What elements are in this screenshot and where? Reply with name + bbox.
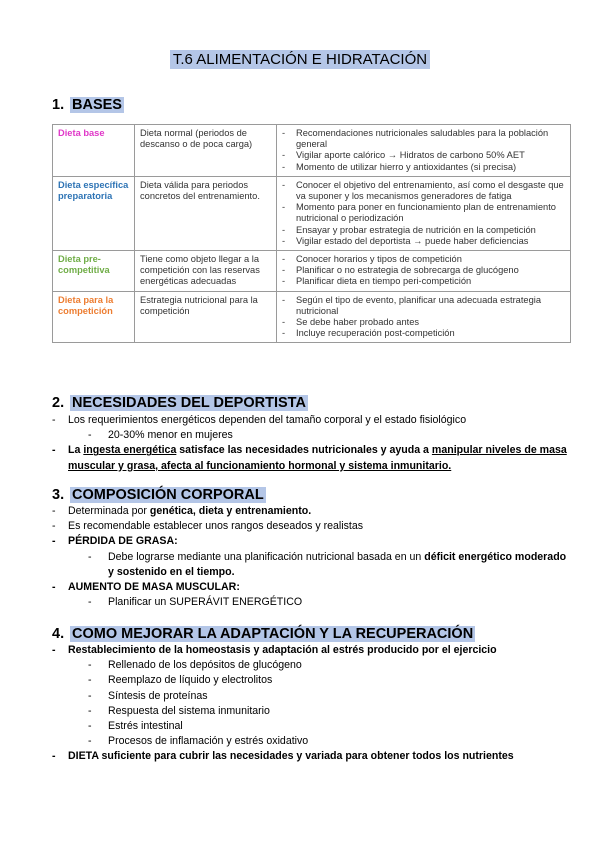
diet-desc-cell: Tiene como objeto llegar a la competición con las reservas energéticas adecuadas	[135, 251, 277, 292]
list-item: - Vigilar aporte calórico → Hidratos de carbono 50% AET	[282, 150, 566, 161]
list-subitem: - Procesos de inflamación y estrés oxidativo	[52, 734, 572, 749]
list-item: - Los requerimientos energéticos dependen del tamaño corporal y el estado fisiológico	[52, 413, 572, 428]
table-row	[53, 176, 571, 250]
list-subitem: - Debe lograrse mediante una planificación nutricional basada en un déficit energético moderado y sostenido en el tiempo.	[52, 550, 572, 580]
recuperacion-list	[52, 643, 572, 765]
list-item: - Determinada por genética, dieta y entrenamiento.	[52, 504, 572, 519]
diet-desc-cell: Dieta normal (periodos de descanso o de poca carga)	[135, 125, 277, 177]
list-subitem: - 20-30% menor en mujeres	[52, 428, 572, 443]
diet-name-cell: Dieta para la competición	[53, 291, 135, 343]
diet-points-cell	[277, 125, 571, 177]
bases-table	[52, 124, 571, 343]
list-item: - Conocer el objetivo del entrenamiento, así como el desgaste que va suponer y los mecanismos generadores de fatiga	[282, 180, 566, 202]
diet-points-cell	[277, 251, 571, 292]
list-item: - Ensayar y probar estrategia de nutrición en la competición	[282, 225, 566, 236]
list-item: - Momento para poner en funcionamiento plan de entrenamiento nutricional o periodización	[282, 202, 566, 224]
table-row	[53, 291, 571, 343]
list-item: - Conocer horarios y tipos de competición	[282, 254, 566, 265]
list-item: - Recomendaciones nutricionales saludables para la población general	[282, 128, 566, 150]
section-heading-recuperacion: 4. COMO MEJORAR LA ADAPTACIÓN Y LA RECUPERACIÓN	[52, 626, 474, 642]
diet-name-cell: Dieta base	[53, 125, 135, 177]
list-subitem: - Reemplazo de líquido y electrolitos	[52, 673, 572, 688]
necesidades-list	[52, 413, 572, 474]
section-heading-necesidades: 2. NECESIDADES DEL DEPORTISTA	[52, 395, 306, 411]
diet-desc-cell: Dieta válida para periodos concretos del entrenamiento.	[135, 176, 277, 250]
list-item: - Incluye recuperación post-competición	[282, 328, 566, 339]
table-row	[53, 251, 571, 292]
list-subitem: - Planificar un SUPERÁVIT ENERGÉTICO	[52, 595, 572, 610]
list-subitem: - Respuesta del sistema inmunitario	[52, 704, 572, 719]
list-item: - PÉRDIDA DE GRASA:	[52, 534, 572, 549]
list-item: - DIETA suficiente para cubrir las necesidades y variada para obtener todos los nutrientes	[52, 749, 572, 764]
list-item: - AUMENTO DE MASA MUSCULAR:	[52, 580, 572, 595]
diet-name-cell: Dieta específica preparatoria	[53, 176, 135, 250]
list-item: - La ingesta energética satisface las necesidades nutricionales y ayuda a manipular niveles de masa muscular y grasa, afecta al funcionamiento hormonal y sistema inmunitario.	[52, 443, 572, 473]
diet-points-cell	[277, 176, 571, 250]
section-heading-composicion: 3. COMPOSICIÓN CORPORAL	[52, 487, 264, 503]
diet-points-cell	[277, 291, 571, 343]
composicion-list	[52, 504, 572, 610]
list-subitem: - Síntesis de proteínas	[52, 689, 572, 704]
list-item: - Restablecimiento de la homeostasis y adaptación al estrés producido por el ejercicio	[52, 643, 572, 658]
diet-desc-cell: Estrategia nutricional para la competición	[135, 291, 277, 343]
document-title: T.6 ALIMENTACIÓN E HIDRATACIÓN	[0, 50, 600, 69]
section-heading-bases: 1. BASES	[52, 97, 122, 113]
list-item: - Planificar dieta en tiempo peri-competición	[282, 276, 566, 287]
list-item: - Vigilar estado del deportista → puede haber deficiencias	[282, 236, 566, 247]
list-item: - Según el tipo de evento, planificar una adecuada estrategia nutricional	[282, 295, 566, 317]
list-item: - Es recomendable establecer unos rangos deseados y realistas	[52, 519, 572, 534]
list-subitem: - Estrés intestinal	[52, 719, 572, 734]
diet-name-cell: Dieta pre-competitiva	[53, 251, 135, 292]
list-item: - Momento de utilizar hierro y antioxidantes (si precisa)	[282, 162, 566, 173]
table-row	[53, 125, 571, 177]
list-subitem: - Rellenado de los depósitos de glucógeno	[52, 658, 572, 673]
list-item: - Se debe haber probado antes	[282, 317, 566, 328]
list-item: - Planificar o no estrategia de sobrecarga de glucógeno	[282, 265, 566, 276]
